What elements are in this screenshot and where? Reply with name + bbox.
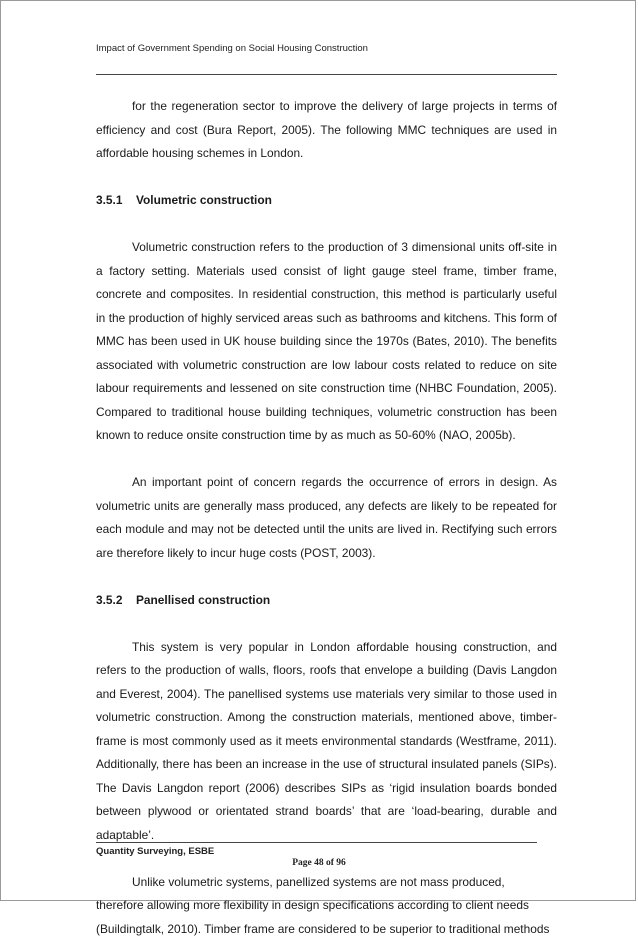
panellised-paragraph-2-first-line: Unlike volumetric systems, panellized systems are not mass produced, [132, 874, 505, 889]
footer-course-label: Quantity Surveying, ESBE [96, 846, 215, 857]
panellised-paragraph-1: This system is very popular in London affordable housing construction, and refers to the production of walls, floors, roofs that envelope a building (Davis Langdon and Everest, 2004). The panellised systems use materials very similar to those used in volumetric construction. Among the construction materials, mentioned above, timber-frame is most commonly used as it meets environmental standards (Westframe, 2011). Additionally, there has been an increase in the use of structural insulated panels (SIPs). The Davis Langdon report (2006) describes SIPs as ‘rigid insulation boards bonded between plywood or orientated strand boards’ that are ‘load-bearing, durable and adaptable’. [96, 639, 557, 842]
volumetric-paragraph-1: Volumetric construction refers to the production of 3 dimensional units off-site in a factory setting. Materials used consist of light gauge steel frame, timber frame, concrete and composites. In residential construction, this method is particularly useful in the production of highly serviced areas such as bathrooms and kitchens. This form of MMC has been used in UK house building since the 1970s (Bates, 2010). The benefits associated with volumetric construction are low labour costs related to reduce on site labour requirements and lessened on site construction time (NHBC Foundation, 2005). Compared to traditional house building techniques, volumetric construction has been known to reduce onsite construction time by as much as 50-60% (NAO, 2005b). [96, 240, 557, 442]
page-number: Page 48 of 96 [292, 858, 346, 868]
section-number: 3.5.2 [96, 592, 123, 607]
section-title: Panellised construction [136, 592, 271, 607]
header-divider [96, 74, 557, 75]
running-header: Impact of Government Spending on Social Housing Construction [96, 43, 368, 54]
section-heading-panellised [96, 589, 557, 613]
section-heading-volumetric [96, 189, 557, 213]
footer-divider [96, 842, 537, 843]
section-title: Volumetric construction [136, 193, 272, 207]
panellised-paragraph-2-continued: therefore allowing more flexibility in design specifications according to client needs (Buildingtalk, 2010). Timber frame are considered to be superior to traditional methods [96, 898, 550, 936]
volumetric-paragraph-2: An important point of concern regards the occurrence of errors in design. As volumetric units are generally mass produced, any defects are likely to be repeated for each module and may not be detected until the units are lived in. Rectifying such errors are therefore likely to incur huge costs (POST, 2003). [96, 475, 557, 560]
intro-paragraph: for the regeneration sector to improve the delivery of large projects in terms of efficiency and cost (Bura Report, 2005). The following MMC techniques are used in affordable housing schemes in London. [96, 99, 557, 160]
document-body [96, 95, 557, 941]
section-number: 3.5.1 [96, 193, 123, 207]
